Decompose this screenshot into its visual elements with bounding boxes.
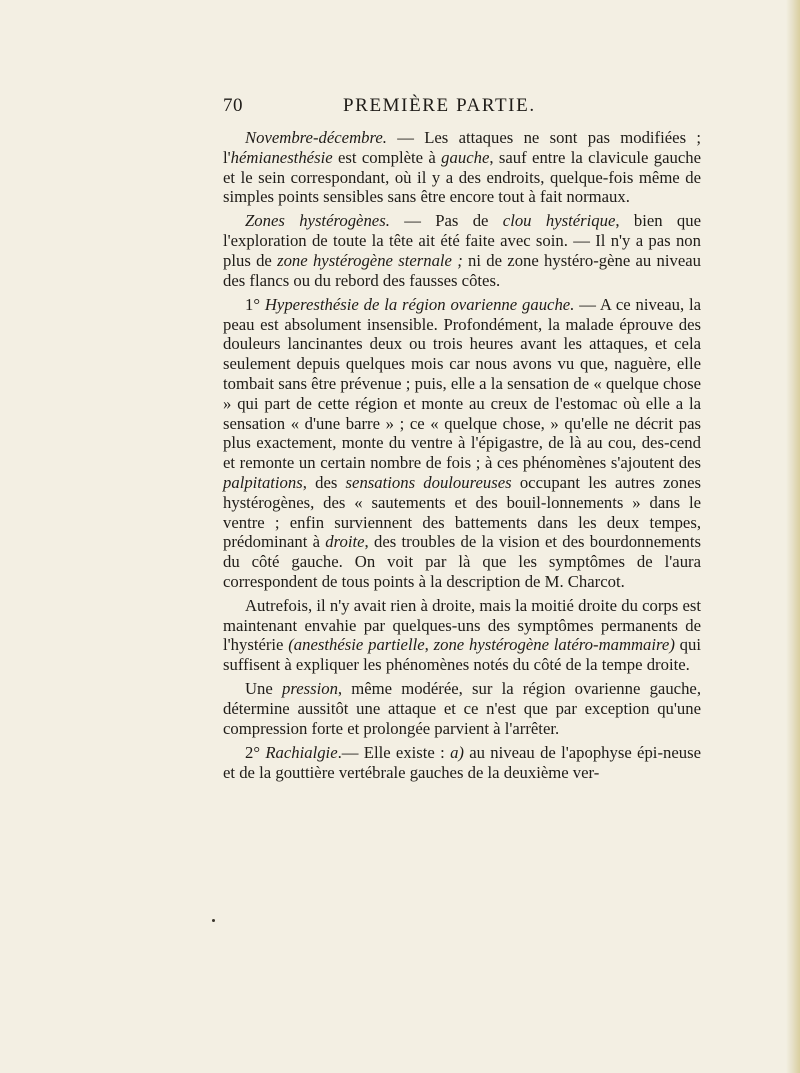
italic-text-segment: zone hystérogène latéro-mammaire) bbox=[433, 635, 675, 655]
text-segment: — Pas de bbox=[389, 211, 503, 231]
italic-text-segment: palpitations bbox=[223, 472, 303, 492]
italic-text-segment: sensations douloureuses bbox=[345, 472, 512, 492]
text-segment: 1° bbox=[245, 294, 265, 314]
text-segment: , des bbox=[302, 472, 346, 492]
paragraph bbox=[223, 211, 701, 290]
italic-text-segment: Rachialgie bbox=[265, 742, 338, 762]
page-edge bbox=[786, 0, 800, 1073]
italic-text-segment: clou hystérique bbox=[502, 211, 616, 231]
italic-text-segment: zone hystérogène sternale ; bbox=[277, 250, 463, 270]
text-segment: Une bbox=[245, 679, 282, 699]
italic-text-segment: Zones hystérogènes. bbox=[245, 211, 390, 231]
italic-text-segment: a) bbox=[450, 742, 464, 762]
italic-text-segment: droite bbox=[325, 532, 365, 552]
italic-text-segment: Hyperesthésie de la région ovarienne gauche. bbox=[264, 294, 575, 314]
text-segment: — A ce niveau, la peau est absolument insensible. Profondément, la malade éprouve des douleurs lancinantes deux ou trois heures avant les attaques, et cela seulement depuis quelques mois car nous avons vu que, naguère, elle tombait sans être prévenue ; puis, elle a la sensation de « quelque chose » qui part de cette région et monte au creux de l'estomac où elle a la sensation « d'une barre » ; ce « quelque chose, » qu'elle ne décrit pas plus exactement, monte du ventre à l'épigastre, de là au cou, des-cend et remonte un certain nombre de fois ; à ces phénomènes s'ajoutent des bbox=[223, 294, 702, 473]
running-head: PREMIÈRE PARTIE. bbox=[343, 95, 536, 116]
text-segment: , des troubles de la vision et des bourdonnements du côté gauche. On voit par là que les symptômes de l'aura correspondent de tous points à la description de M. Charcot. bbox=[223, 532, 701, 591]
text-segment: Autrefois, il n'y avait rien à droite, mais la moitié droite du corps est maintenant envahie par quelques-uns des symptômes permanents de l'hystérie bbox=[223, 595, 701, 655]
text-segment: , bien que l'exploration de toute la tête ait été faite avec soin. — Il n'y a pas non plus de bbox=[223, 211, 702, 270]
text-segment: occupant les autres zones hystérogènes, des « sautements et des bouil-lonnements » dans le ventre ; enfin surviennent des battements dans les deux tempes, prédominant à bbox=[223, 472, 702, 552]
italic-text-segment: Novembre-décembre. bbox=[245, 128, 387, 147]
text-segment: qui suffisent à expliquer les phénomènes notés du côté de la tempe droite. bbox=[223, 635, 701, 675]
text-segment: ni de zone hystéro-gène au niveau des flancs ou du rebord des fausses côtes. bbox=[223, 250, 701, 290]
text-segment: , bbox=[424, 635, 434, 655]
text-segment: , sauf entre la clavicule gauche et le sein correspondant, où il y a des endroits, quelque-fois même de simples points sensibles sans être encore tout à fait normaux. bbox=[223, 147, 701, 207]
text-segment: au niveau de l'apophyse épi-neuse et de la gouttière vertébrale gauches de la deuxième ver- bbox=[223, 742, 701, 782]
italic-text-segment: pression bbox=[281, 679, 338, 699]
text-segment: — Les attaques ne sont pas modifiées ; l' bbox=[223, 128, 701, 167]
italic-text-segment: gauche bbox=[441, 147, 490, 167]
text-segment: est complète à bbox=[332, 147, 442, 167]
paragraph bbox=[223, 295, 701, 592]
page-number: 70 bbox=[223, 95, 243, 116]
text-segment: , même modérée, sur la région ovarienne gauche, détermine aussitôt une attaque et ce n'est que par exception qu'une compression forte et prolongée parvient à l'arrêter. bbox=[223, 679, 701, 738]
paragraph bbox=[223, 596, 701, 675]
text-segment: 2° bbox=[245, 742, 266, 762]
paragraph bbox=[223, 679, 701, 738]
paragraph bbox=[223, 128, 701, 207]
body-text bbox=[223, 128, 701, 787]
text-segment: .— Elle existe : bbox=[337, 742, 451, 762]
page-header bbox=[223, 95, 701, 123]
italic-text-segment: (anesthésie partielle bbox=[288, 635, 425, 655]
paper-speck bbox=[212, 919, 215, 922]
paragraph bbox=[223, 743, 701, 783]
italic-text-segment: hémianesthésie bbox=[230, 147, 333, 167]
